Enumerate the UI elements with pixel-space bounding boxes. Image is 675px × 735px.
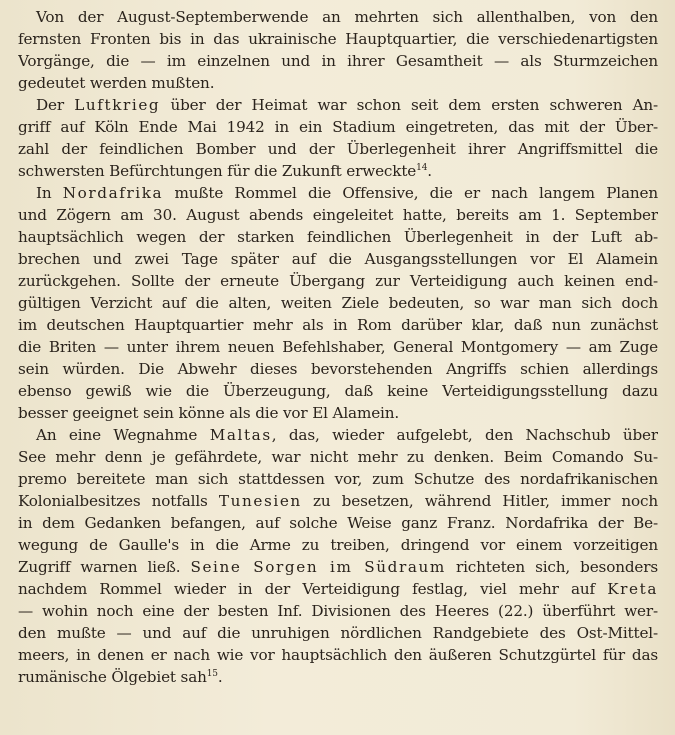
- text-fragment: In: [36, 184, 52, 202]
- text-line: griff auf Köln Ende Mai 1942 in ein Stadium eingetreten, das mit der Über-: [18, 118, 658, 136]
- text-fragment: schwersten Befürchtungen für die Zukunft erweckte: [18, 162, 417, 180]
- text-fragment: .: [217, 668, 223, 686]
- text-line: [18, 94, 658, 116]
- text-fragment: rumänische Ölgebiet sah: [18, 668, 207, 686]
- spaced-emphasis: Luftkrieg: [74, 96, 161, 114]
- text-line: gedeutet werden mußten.: [18, 74, 215, 92]
- spaced-emphasis: Tunesien: [218, 492, 302, 510]
- spaced-emphasis: Maltas: [209, 426, 272, 444]
- text-line: im deutschen Hauptquartier mehr als in Rom darüber klar, daß nun zunächst: [18, 316, 658, 334]
- paragraph-2: [18, 94, 658, 182]
- text-line: — wohin noch eine der besten Inf. Divisionen des Heeres (22.) überführt wer-: [18, 602, 658, 620]
- text-line: [18, 578, 658, 600]
- text-line: [18, 424, 658, 446]
- footnote-marker: 14: [416, 162, 428, 173]
- spaced-emphasis: Nordafrika: [62, 184, 164, 202]
- text-line: [18, 666, 658, 688]
- text-line: sein würden. Die Abwehr dieses bevorstehenden Angriffs schien allerdings: [18, 360, 658, 378]
- text-fragment: , das, wieder aufgelebt, den Nachschub über: [271, 426, 658, 444]
- spaced-emphasis: Kreta: [607, 580, 658, 598]
- text-fragment: mußte Rommel die Offensive, die er nach langem Planen: [174, 184, 658, 202]
- text-line: ebenso gewiß wie die Überzeugung, daß keine Verteidigungsstellung dazu: [18, 382, 658, 400]
- text-fragment: nachdem Rommel wieder in der Verteidigung festlag, viel mehr auf: [18, 580, 596, 598]
- book-page-text: [18, 6, 658, 688]
- text-line: zahl der feindlichen Bomber und der Überlegenheit ihrer Angriffsmittel die: [18, 140, 658, 158]
- text-line: brechen und zwei Tage später auf die Ausgangsstellungen vor El Alamein: [18, 250, 658, 268]
- text-fragment: richteten sich, besonders: [455, 558, 658, 576]
- paragraph-3: [18, 182, 658, 424]
- text-line: Von der August-Septemberwende an mehrten sich allenthalben, von den: [36, 8, 658, 26]
- text-fragment: Der: [36, 96, 64, 114]
- text-line: den mußte — und auf die unruhigen nördlichen Randgebiete des Ost-Mittel-: [18, 624, 658, 642]
- text-line: [18, 556, 658, 578]
- text-line: [18, 160, 658, 182]
- text-line: hauptsächlich wegen der starken feindlichen Überlegenheit in der Luft ab-: [18, 228, 658, 246]
- text-fragment: zu besetzen, während Hitler, immer noch: [313, 492, 658, 510]
- text-line: wegung de Gaulle's in die Arme zu treiben, dringend vor einem vorzeitigen: [18, 536, 658, 554]
- text-fragment: An eine Wegnahme: [36, 426, 198, 444]
- paragraph-4: [18, 424, 658, 688]
- text-line: besser geeignet sein könne als die vor El Alamein.: [18, 404, 400, 422]
- paragraph-1: [18, 6, 658, 94]
- text-fragment: Kolonialbesitzes notfalls: [18, 492, 208, 510]
- text-fragment: .: [427, 162, 432, 180]
- text-line: premo bereitete man sich stattdessen vor, zum Schutze des nordafrikanischen: [18, 470, 658, 488]
- text-line: meers, in denen er nach wie vor hauptsächlich den äußeren Schutzgürtel für das: [18, 646, 658, 664]
- text-line: die Briten — unter ihrem neuen Befehlshaber, General Montgomery — am Zuge: [18, 338, 658, 356]
- text-line: fernsten Fronten bis in das ukrainische Hauptquartier, die verschiedenartigsten: [18, 30, 658, 48]
- text-fragment: über der Heimat war schon seit dem ersten schweren An-: [170, 96, 658, 114]
- text-fragment: Zugriff warnen ließ.: [18, 558, 181, 576]
- text-line: Vorgänge, die — im einzelnen und in ihrer Gesamtheit — als Sturmzeichen: [18, 52, 658, 70]
- text-line: See mehr denn je gefährdete, war nicht mehr zu denken. Beim Comando Su-: [18, 448, 658, 466]
- text-line: [18, 490, 658, 512]
- spaced-emphasis: Seine Sorgen im Südraum: [190, 558, 446, 576]
- text-line: zurückgehen. Sollte der erneute Übergang zur Verteidigung auch keinen end-: [18, 272, 658, 290]
- footnote-marker: 15: [206, 668, 218, 679]
- text-line: [18, 182, 658, 204]
- text-line: in dem Gedanken befangen, auf solche Weise ganz Franz. Nordafrika der Be-: [18, 514, 658, 532]
- text-line: und Zögern am 30. August abends eingeleitet hatte, bereits am 1. September: [18, 206, 658, 224]
- text-line: gültigen Verzicht auf die alten, weiten Ziele bedeuten, so war man sich doch: [18, 294, 658, 312]
